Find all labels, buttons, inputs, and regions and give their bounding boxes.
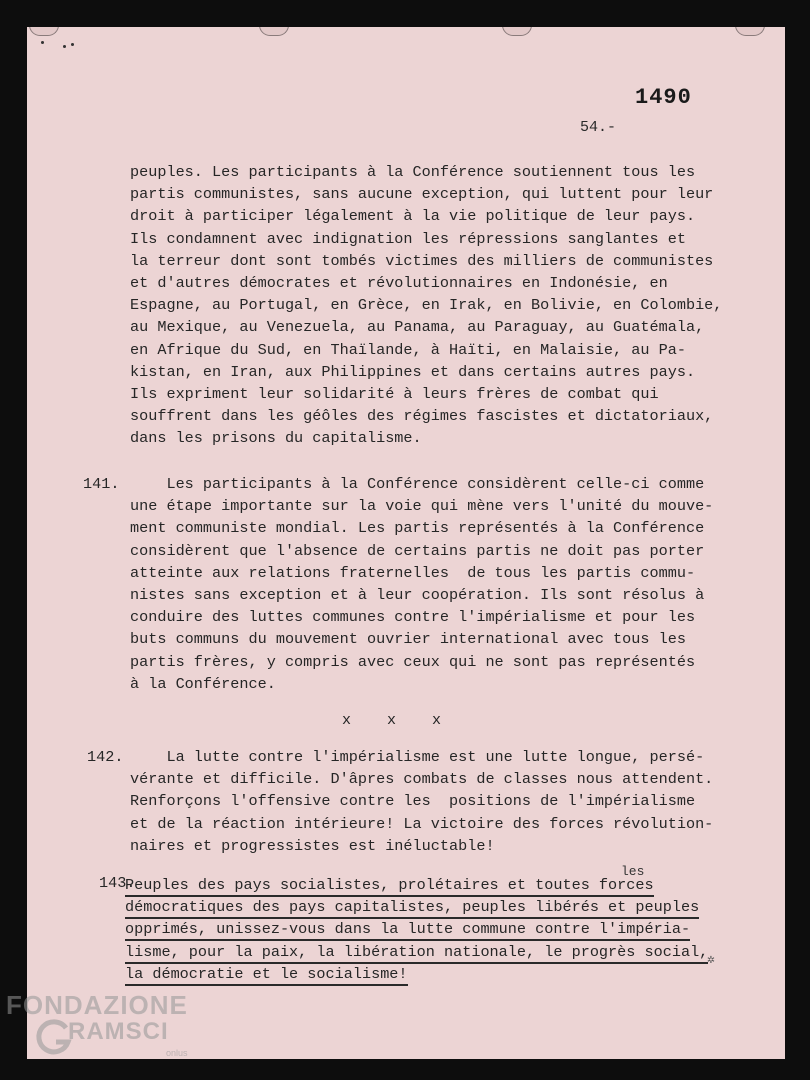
binder-clip <box>259 27 289 36</box>
text-line: dans les prisons du capitalisme. <box>130 429 422 448</box>
text-line: peuples. Les participants à la Conférence soutiennent tous les <box>130 163 696 181</box>
section-separator: x x x <box>342 712 442 729</box>
document-page <box>27 27 785 1059</box>
text-line: considèrent que l'absence de certains partis ne doit pas porter <box>130 541 705 560</box>
text-line: conduire des luttes communes contre l'impérialisme et pour les <box>130 608 696 627</box>
text-line: la démocratie et le socialisme! <box>125 963 725 985</box>
document-page-number: 54.- <box>580 119 617 136</box>
text-line: atteinte aux relations fraternelles de tous les partis commu- <box>130 563 696 582</box>
text-line: La lutte contre l'impérialisme est une lutte longue, persé- <box>130 748 705 766</box>
binder-clip <box>502 27 532 36</box>
text-line: démocratiques des pays capitalistes, peuples libérés et peuples <box>125 896 725 918</box>
intro-paragraph <box>130 161 730 449</box>
text-line: Les participants à la Conférence considèrent celle-ci comme <box>130 475 705 493</box>
watermark-logo <box>6 990 206 1070</box>
text-line: une étape importante sur la voie qui mène vers l'unité du mouve- <box>130 497 714 516</box>
text-line: ment communiste mondial. Les partis représentés à la Conférence <box>130 519 705 538</box>
handwritten-insertion: les <box>621 864 645 879</box>
text-line: la terreur dont sont tombés victimes des milliers de communistes <box>130 251 714 270</box>
text-line: opprimés, unissez-vous dans la lutte commune contre l'impéria- <box>125 918 725 940</box>
text-line: à la Conférence. <box>130 674 276 693</box>
text-line: Ils condamnent avec indignation les répressions sanglantes et <box>130 229 686 248</box>
text-line: Peuples des pays socialistes, prolétaires et toutes forces <box>125 874 725 896</box>
binder-clip <box>29 27 59 36</box>
text-line: buts communs du mouvement ouvrier international avec tous les <box>130 630 686 649</box>
text-line: et d'autres démocrates et révolutionnaires en Indonésie, en <box>130 273 668 292</box>
binder-clip <box>735 27 765 36</box>
ink-mark-icon: ✲ <box>707 952 715 967</box>
paragraph-number-143: 143. <box>99 874 136 892</box>
text-line: nistes sans exception et à leur coopération. Ils sont résolus à <box>130 585 705 604</box>
archive-page-number: 1490 <box>635 85 692 110</box>
paragraph-141 <box>130 473 730 695</box>
text-line: en Afrique du Sud, en Thaïlande, à Haïti, en Malaisie, au Pa- <box>130 340 686 359</box>
text-line: lisme, pour la paix, la libération nationale, le progrès social, <box>125 941 725 963</box>
watermark-line3: onlus <box>166 1048 188 1058</box>
text-line: Espagne, au Portugal, en Grèce, en Irak, en Bolivie, en Colombie, <box>130 296 723 315</box>
text-line: kistan, en Iran, aux Philippines et dans certains autres pays. <box>130 362 696 381</box>
text-line: au Mexique, au Venezuela, au Panama, au Paraguay, au Guatémala, <box>130 318 705 337</box>
paragraph-number-141: 141. <box>83 475 120 493</box>
punch-mark <box>63 45 66 48</box>
text-line: Renforçons l'offensive contre les positions de l'impérialisme <box>130 792 696 811</box>
punch-mark <box>41 41 44 44</box>
paragraph-142 <box>130 746 730 857</box>
text-line: droit à participer légalement à la vie politique de leur pays. <box>130 207 696 226</box>
text-line: Ils expriment leur solidarité à leurs frères de combat qui <box>130 384 659 403</box>
text-line: et de la réaction intérieure! La victoire des forces révolution- <box>130 814 714 833</box>
paragraph-number-142: 142. <box>87 748 124 766</box>
text-line: partis communistes, sans aucune exception, qui luttent pour leur <box>130 185 714 204</box>
text-line: partis frères, y compris avec ceux qui ne sont pas représentés <box>130 652 696 671</box>
text-line: vérante et difficile. D'âpres combats de classes nous attendent. <box>130 770 714 789</box>
punch-mark <box>71 43 74 46</box>
watermark-line2: RAMSCI <box>68 1018 169 1045</box>
watermark-line1: FONDAZIONE <box>6 990 188 1020</box>
text-line: naires et progressistes est inéluctable! <box>130 836 495 855</box>
text-line: souffrent dans les géôles des régimes fascistes et dictatoriaux, <box>130 407 714 426</box>
paragraph-143-underlined <box>125 874 725 985</box>
